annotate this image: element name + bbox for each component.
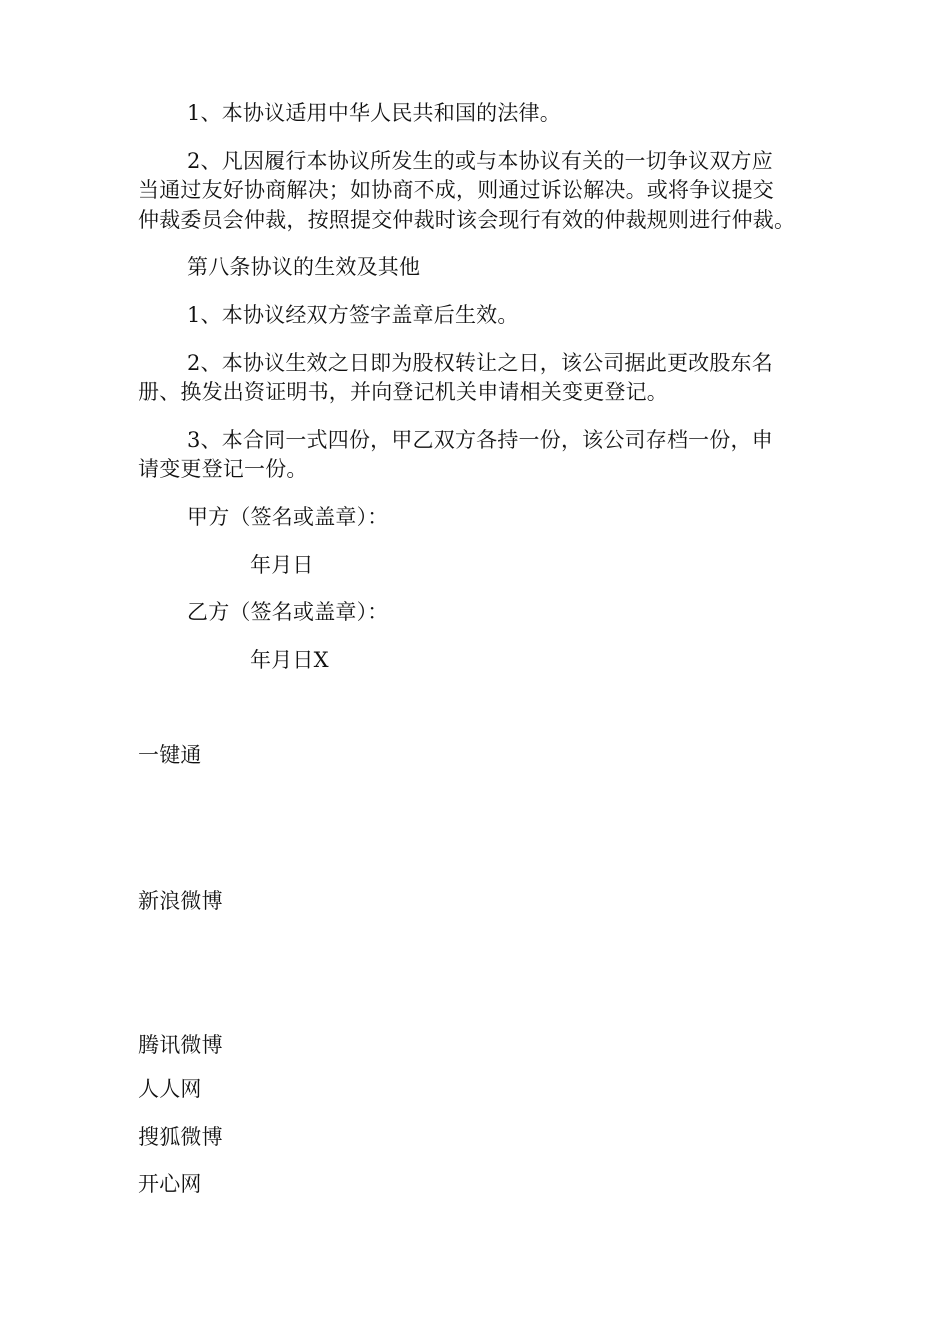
party-a-signature-label: 甲方（签名或盖章）： xyxy=(187,505,389,529)
party-a-date: 年月日 xyxy=(250,553,314,577)
share-link-kaixin[interactable]: 开心网 xyxy=(138,1172,202,1196)
share-link-renren[interactable]: 人人网 xyxy=(138,1077,202,1101)
article-8-heading: 第八条协议的生效及其他 xyxy=(187,255,421,279)
clause-8-3-line-2: 请变更登记一份。 xyxy=(138,457,308,481)
clause-8-1: 1、本协议经双方签字盖章后生效。 xyxy=(187,303,519,327)
share-link-sohu-weibo[interactable]: 搜狐微博 xyxy=(138,1125,223,1149)
clause-8-2-line-2: 册、换发出资证明书，并向登记机关申请相关变更登记。 xyxy=(138,380,668,404)
share-link-yijiantong[interactable]: 一键通 xyxy=(138,743,202,767)
share-link-tencent-weibo[interactable]: 腾讯微博 xyxy=(138,1033,223,1057)
clause-8-3-line-1: 3、本合同一式四份，甲乙双方各持一份，该公司存档一份，申 xyxy=(187,428,773,452)
party-b-date: 年月日X xyxy=(250,648,329,672)
clause-7-2-line-2: 当通过友好协商解决；如协商不成，则通过诉讼解决。或将争议提交 xyxy=(138,178,774,202)
clause-7-2-line-3: 仲裁委员会仲裁，按照提交仲裁时该会现行有效的仲裁规则进行仲裁。 xyxy=(138,208,796,232)
clause-7-1: 1、本协议适用中华人民共和国的法律。 xyxy=(187,101,561,125)
party-b-signature-label: 乙方（签名或盖章）： xyxy=(187,600,389,624)
share-link-sina-weibo[interactable]: 新浪微博 xyxy=(138,889,223,913)
clause-8-2-line-1: 2、本协议生效之日即为股权转让之日，该公司据此更改股东名 xyxy=(187,351,773,375)
clause-7-2-line-1: 2、凡因履行本协议所发生的或与本协议有关的一切争议双方应 xyxy=(187,149,773,173)
